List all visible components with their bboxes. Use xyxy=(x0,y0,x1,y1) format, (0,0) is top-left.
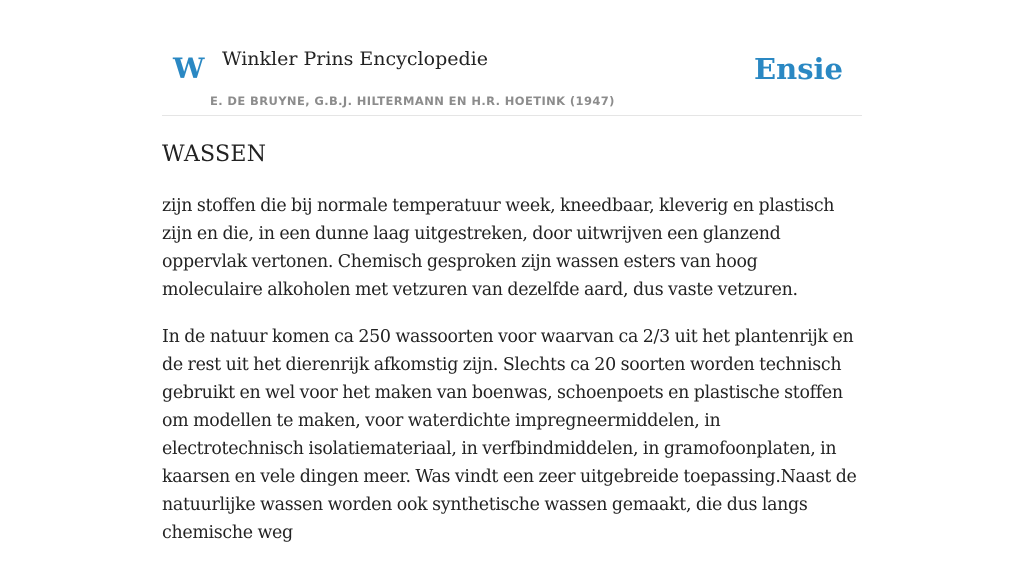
article-paragraph-1: zijn stoffen die bij normale temperatuur week, kneedbaar, kleverig en plastisch zijn en die, in een dunne laag uitgestreken, door uitwrijven een glanzend oppervlak vertonen. Chemisch gesproken zijn wassen esters van hoog moleculaire alkoholen met vetzuren van dezelfde aard, dus vaste vetzuren. xyxy=(162,196,835,300)
site-header xyxy=(162,40,862,116)
article-paragraph-2: In de natuur komen ca 250 wassoorten voor waarvan ca 2/3 uit het plantenrijk en de rest uit het dierenrijk afkomstig zijn. Slechts ca 20 soorten worden technisch gebruikt en wel voor het maken van boenwas, schoenpoets en plastische stoffen om modellen te maken, voor waterdichte impregneermiddelen, in electrotechnisch isolatiemateriaal, in verfbindmiddelen, in gramofoonplaten, in kaarsen en vele dingen meer. Was vindt een zeer uitgebreide toepassing.Naast de natuurlijke wassen worden ook synthetische wassen gemaakt, die dus langs chemische weg xyxy=(162,327,857,543)
logo-icon[interactable]: W xyxy=(173,52,205,85)
article-headword: WASSEN xyxy=(162,142,267,167)
article-body xyxy=(162,192,862,566)
ensie-brand-logo[interactable]: Ensie xyxy=(754,52,843,86)
authors-subtitle: E. DE BRUYNE, G.B.J. HILTERMANN EN H.R. HOETINK (1947) xyxy=(210,94,615,108)
site-title[interactable]: Winkler Prins Encyclopedie xyxy=(222,48,488,70)
